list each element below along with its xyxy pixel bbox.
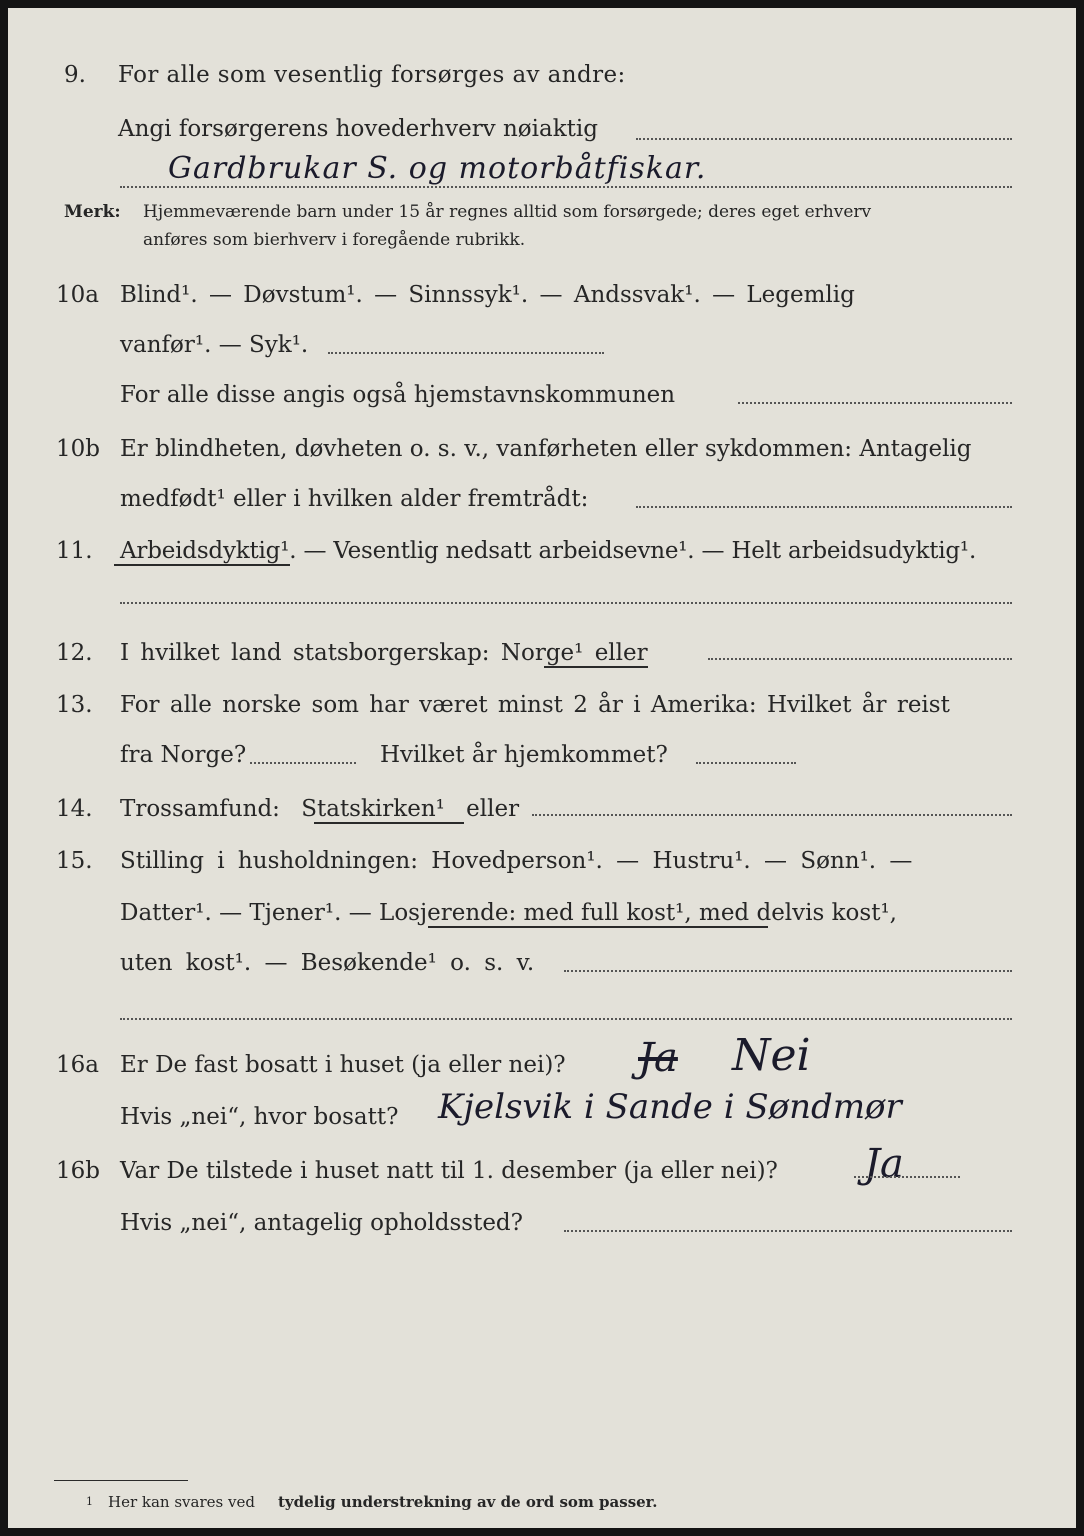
footnote-text-a: Her kan svares ved [108, 1493, 255, 1511]
merk-line1: Hjemmeværende barn under 15 år regnes alltid som forsørgede; deres eget erhverv [143, 202, 872, 222]
q15-line2: Datter¹. — Tjener¹. — Losjerende: med full kost¹, med delvis kost¹, [120, 900, 897, 926]
q16b-fill-line [854, 1176, 960, 1178]
q9-handwritten-answer: Gardbrukar S. og motorbåtfiskar. [168, 151, 707, 186]
q10b-line2: medfødt¹ eller i hvilken alder fremtrådt: [120, 486, 589, 512]
q15-extra-line [120, 1018, 1012, 1020]
q12-number: 12. [56, 640, 93, 666]
q9-line1: For alle som vesentlig forsørges av andre: [118, 62, 626, 88]
q13-line1: For alle norske som har været minst 2 år i Amerika: Hvilket år reist [120, 692, 950, 718]
q16a-line2: Hvis „nei“, hvor bosatt? [120, 1104, 399, 1130]
q16a-line1: Er De fast bosatt i huset (ja eller nei)? [120, 1052, 566, 1078]
q16a-handwritten-location: Kjelsvik i Sande i Søndmør [438, 1087, 902, 1127]
q10a-line2: vanfør¹. — Syk¹. [120, 332, 309, 358]
merk-line2: anføres som bierhverv i foregående rubrikk. [143, 230, 526, 250]
q14-number: 14. [56, 796, 93, 822]
q13-line2a: fra Norge? [120, 742, 247, 768]
q13-line2b: Hvilket år hjemkommet? [380, 742, 668, 768]
q10a-number: 10a [56, 282, 99, 308]
q10b-fill-line [636, 506, 1012, 508]
q11-arbeidsdyktig-underline [114, 564, 290, 566]
census-form-page [8, 8, 1076, 1528]
q13-number: 13. [56, 692, 93, 718]
q16b-line1: Var De tilstede i huset natt til 1. desember (ja eller nei)? [120, 1158, 778, 1184]
q11-number: 11. [56, 538, 93, 564]
q12-line1: I hvilket land statsborgerskap: Norge¹ eller [120, 640, 648, 666]
q14-statskirken-underline [314, 822, 464, 824]
q15-fill-line [564, 970, 1012, 972]
q14-line1: Trossamfund: Statskirken¹ eller [120, 796, 520, 822]
q16b-line2: Hvis „nei“, antagelig opholdssted? [120, 1210, 523, 1236]
q9-line2: Angi forsørgerens hovederhverv nøiaktig [118, 116, 598, 142]
q10b-number: 10b [56, 436, 100, 462]
q15-number: 15. [56, 848, 93, 874]
q9-fill-line [636, 138, 1012, 140]
q10b-line1: Er blindheten, døvheten o. s. v., vanførheten eller sykdommen: Antagelig [120, 436, 972, 462]
q13-hjemkommet-line [696, 762, 796, 764]
q15-losjerende-underline [428, 926, 768, 928]
footnote-mark: 1 [86, 1495, 93, 1508]
q11-line1: Arbeidsdyktig¹. — Vesentlig nedsatt arbeidsevne¹. — Helt arbeidsudyktig¹. [120, 538, 977, 564]
q14-fill-line [532, 814, 1012, 816]
q10a-kommune-line [738, 402, 1012, 404]
q16b-opholdssted-line [564, 1230, 1012, 1232]
q10a-line3: For alle disse angis også hjemstavnskommunen [120, 382, 676, 408]
q16a-struck-answer: Ja [638, 1035, 678, 1081]
q16a-number: 16a [56, 1052, 99, 1078]
q15-line3: uten kost¹. — Besøkende¹ o. s. v. [120, 950, 535, 976]
q12-norge-underline [544, 666, 648, 668]
footnote-rule [54, 1480, 188, 1481]
q9-number: 9. [64, 62, 86, 88]
q16b-handwritten-answer: Ja [864, 1141, 904, 1187]
footnote-text-b: tydelig understrekning av de ord som passer. [278, 1493, 658, 1511]
q11-fill-line [120, 602, 1012, 604]
q12-fill-line [708, 658, 1012, 660]
q16a-handwritten-answer: Nei [732, 1030, 811, 1081]
q13-reist-line [250, 762, 356, 764]
q16b-number: 16b [56, 1158, 100, 1184]
q10a-syk-line [328, 352, 604, 354]
q10a-line1: Blind¹. — Døvstum¹. — Sinnssyk¹. — Andssvak¹. — Legemlig [120, 282, 855, 308]
q15-line1: Stilling i husholdningen: Hovedperson¹. — Hustru¹. — Sønn¹. — [120, 848, 913, 874]
q9-answer-line [120, 186, 1012, 188]
merk-label: Merk: [64, 202, 121, 222]
